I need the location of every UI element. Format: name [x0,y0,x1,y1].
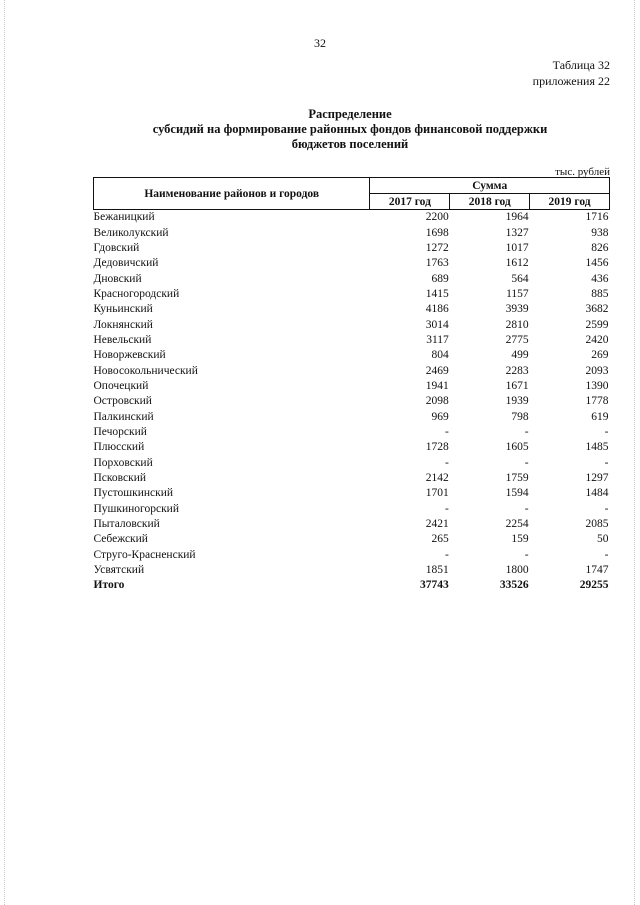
table-row [94,563,610,578]
header-year-2017: 2017 год [370,194,450,210]
value-2018: 2775 [505,333,529,346]
value-2017: - [444,548,449,561]
title-line3: бюджетов поселений [291,137,409,151]
value-2018: 2283 [505,364,529,377]
value-2018: 2810 [505,318,529,331]
district-name: Дновский [93,272,142,285]
district-name: Палкинский [93,410,154,423]
value-2017: 689 [431,272,449,285]
value-2018: - [524,456,529,469]
value-2017: 1941 [425,379,449,392]
district-name: Струго-Красненский [93,548,196,561]
value-2017: 804 [431,349,449,362]
value-2017: 3117 [426,333,449,346]
value-2018: 1759 [505,472,529,485]
table-row [94,409,610,424]
total-value-2019: 29255 [579,579,609,592]
value-2019: 1390 [585,379,609,392]
district-name: Пушкиногорский [93,502,179,515]
district-name: Псковский [93,472,147,485]
table-row [94,532,610,547]
district-name: Себежский [93,533,148,546]
table-row [94,471,610,486]
value-2018: 1157 [506,287,529,300]
value-2019: 436 [591,272,609,285]
header-name: Наименование районов и городов [94,178,370,210]
title-line1: Распределение [308,107,392,121]
district-name: Великолукский [93,226,169,239]
table-row [94,317,610,332]
district-name: Локнянский [93,318,153,331]
table-body [94,210,610,594]
subsidy-table [93,177,610,594]
value-2017: 1763 [425,257,449,270]
table-row [94,394,610,409]
district-name: Куньинский [93,303,153,316]
title-line2: субсидий на формирование районных фондов финансовой поддержки [152,122,548,136]
units-label: тыс. рублей [555,166,610,178]
value-2017: 2098 [425,395,449,408]
value-2017: 3014 [425,318,449,331]
table-row [94,363,610,378]
district-name: Пустошкинский [93,487,174,500]
value-2019: - [604,548,609,561]
total-row [94,578,610,593]
value-2019: 826 [591,241,609,254]
value-2018: 798 [511,410,529,423]
value-2017: 2469 [425,364,449,377]
value-2019: - [604,502,609,515]
value-2019: 2085 [585,518,609,531]
value-2017: 1851 [425,564,449,577]
total-district-name: Итого [93,579,125,592]
value-2019: 1716 [585,211,609,224]
value-2017: - [444,502,449,515]
district-name: Невельский [93,333,152,346]
value-2019: 1456 [585,257,609,270]
table-row [94,456,610,471]
district-name: Печорский [93,425,147,438]
table-row [94,379,610,394]
table-header [94,178,610,210]
value-2017: 265 [431,533,449,546]
value-2019: 885 [591,287,609,300]
value-2019: 1778 [585,395,609,408]
value-2019: 1484 [585,487,609,500]
district-name: Дедовичский [93,257,159,270]
value-2018: 2254 [505,518,529,531]
total-value-2017: 37743 [420,579,449,592]
value-2018: 1594 [505,487,529,500]
value-2019: 269 [591,349,609,362]
header-year-2019: 2019 год [530,194,610,210]
value-2019: 2420 [585,333,609,346]
value-2017: 1728 [425,441,449,454]
table-row [94,348,610,363]
value-2018: 1800 [505,564,529,577]
value-2017: 2200 [425,211,449,224]
value-2018: 499 [511,349,529,362]
district-name: Красногородский [93,287,180,300]
table-row [94,271,610,286]
table-row [94,425,610,440]
value-2017: 4186 [425,303,449,316]
table-row [94,302,610,317]
value-2019: 1297 [585,472,609,485]
value-2018: 3939 [505,303,529,316]
table-reference-line1: Таблица 32 [552,58,610,72]
value-2017: 2421 [425,518,449,531]
value-2019: 1485 [585,441,609,454]
district-name: Бежаницкий [93,211,155,224]
value-2017: 969 [431,410,449,423]
value-2018: 1327 [505,226,529,239]
table-row [94,256,610,271]
value-2018: 1964 [505,211,529,224]
value-2019: 2599 [585,318,609,331]
table-row [94,486,610,501]
table-row [94,241,610,256]
value-2018: 1671 [505,379,529,392]
table-reference-line2: приложения 22 [532,74,610,88]
district-name: Островский [93,395,152,408]
header-year-2018: 2018 год [450,194,530,210]
district-name: Пыталовский [93,518,160,531]
value-2017: 1701 [425,487,449,500]
value-2019: 50 [597,533,609,546]
district-name: Гдовский [93,241,140,254]
value-2017: 1698 [425,226,449,239]
value-2018: 1939 [505,395,529,408]
value-2017: - [444,425,449,438]
value-2017: 1415 [425,287,449,300]
value-2017: 1272 [425,241,449,254]
district-name: Плюсский [93,441,145,454]
value-2018: 1612 [505,257,529,270]
header-sum: Сумма [370,178,610,194]
table-row [94,225,610,240]
total-value-2018: 33526 [499,579,529,592]
table-row [94,287,610,302]
value-2017: 2142 [425,472,449,485]
value-2018: 564 [511,272,529,285]
district-name: Опочецкий [93,379,149,392]
value-2019: 619 [591,410,609,423]
value-2018: - [524,425,529,438]
district-name: Новоржевский [93,349,166,362]
district-name: Новосокольнический [93,364,198,377]
page-number: 32 [314,36,326,50]
value-2018: 1605 [505,441,529,454]
value-2018: - [524,548,529,561]
value-2018: 1017 [505,241,529,254]
value-2019: 1747 [585,564,609,577]
value-2019: - [604,456,609,469]
table-row [94,517,610,532]
district-name: Усвятский [93,564,145,577]
value-2017: - [444,456,449,469]
table-row [94,502,610,517]
value-2019: 3682 [585,303,609,316]
table-row [94,210,610,226]
district-name: Порховский [93,456,153,469]
value-2018: - [524,502,529,515]
value-2019: - [604,425,609,438]
value-2019: 2093 [585,364,609,377]
value-2018: 159 [511,533,529,546]
table-reference [533,57,610,89]
table-row [94,333,610,348]
document-title [0,107,640,152]
table-row [94,548,610,563]
value-2019: 938 [591,226,609,239]
table-row [94,440,610,455]
